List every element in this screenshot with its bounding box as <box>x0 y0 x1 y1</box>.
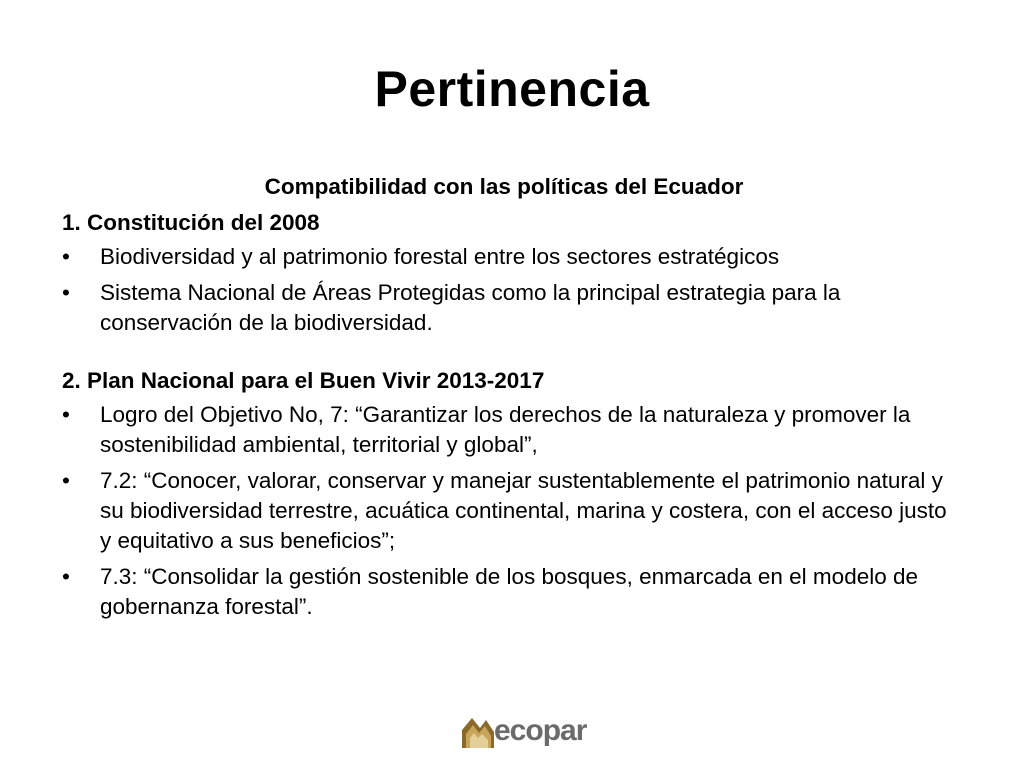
list-item-text: Sistema Nacional de Áreas Protegidas como la principal estrategia para la conservación de la biodiversidad. <box>100 280 841 335</box>
list-item-text: Logro del Objetivo No, 7: “Garantizar los derechos de la naturaleza y promover la sostenibilidad ambiental, territorial y global”, <box>100 402 911 457</box>
slide-content <box>62 172 962 628</box>
bullet-glyph: • <box>62 244 70 269</box>
section-heading-buen-vivir: 2. Plan Nacional para el Buen Vivir 2013-2017 <box>62 368 545 393</box>
list-item-text: Biodiversidad y al patrimonio forestal entre los sectores estratégicos <box>100 244 780 269</box>
logo-text: ecopar <box>494 714 587 747</box>
section-heading-constitution: 1. Constitución del 2008 <box>62 210 320 235</box>
list-item <box>62 562 962 622</box>
slide-subtitle: Compatibilidad con las políticas del Ecuador <box>264 174 744 199</box>
list-item-text: 7.2: “Conocer, valorar, conservar y manejar sustentablemente el patrimonio natural y su biodiversidad terrestre, acuática continental, marina y costera, con el acceso justo y equitativo a sus beneficios”; <box>100 468 947 553</box>
section-constitution-list <box>62 242 962 338</box>
list-item <box>62 466 962 556</box>
list-item <box>62 400 962 460</box>
ecopar-mountain-icon <box>460 710 496 750</box>
bullet-glyph: • <box>62 402 70 427</box>
list-item <box>62 278 962 338</box>
bullet-glyph: • <box>62 280 70 305</box>
slide-title: Pertinencia <box>374 61 650 117</box>
bullet-glyph: • <box>62 564 70 589</box>
section-buen-vivir-list <box>62 400 962 622</box>
bullet-glyph: • <box>62 468 70 493</box>
ecopar-logo <box>460 706 600 758</box>
list-item <box>62 242 962 272</box>
list-item-text: 7.3: “Consolidar la gestión sostenible de los bosques, enmarcada en el modelo de gobernanza forestal”. <box>100 564 919 619</box>
